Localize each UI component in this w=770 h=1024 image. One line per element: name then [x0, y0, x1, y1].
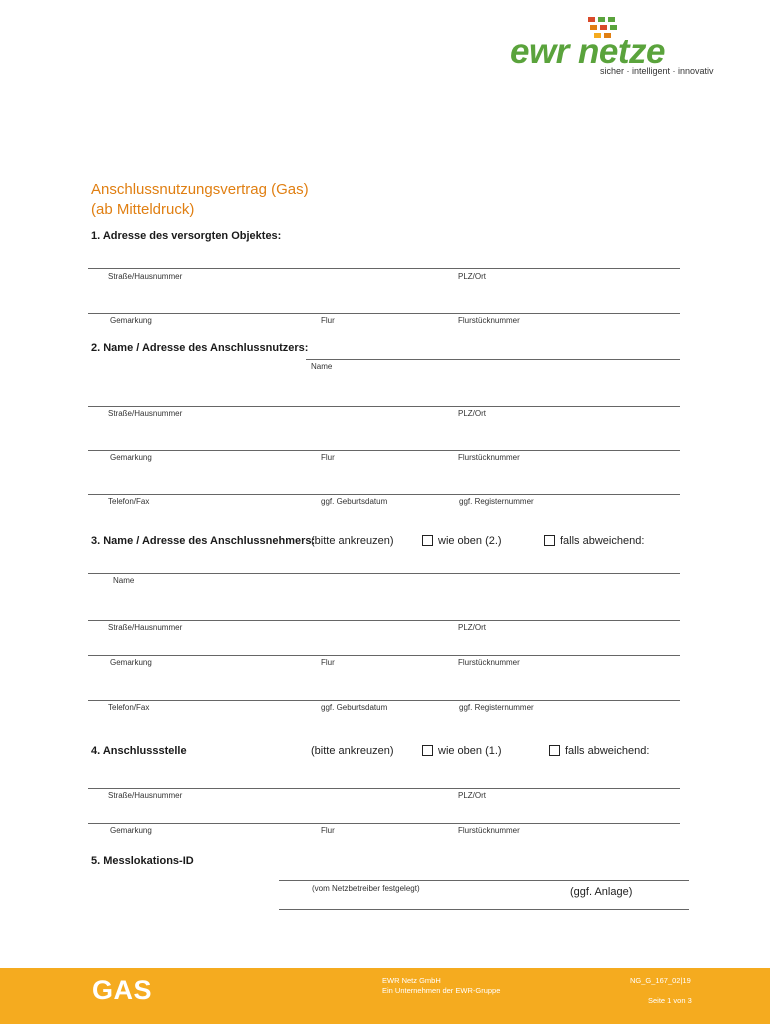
s1-flurstueck-label: Flurstücknummer: [458, 316, 520, 325]
logo-tagline: sicher · intelligent · innovativ: [600, 66, 714, 76]
s2-street-label: Straße/Hausnummer: [108, 409, 183, 418]
title-line-2: (ab Mitteldruck): [91, 201, 195, 218]
s4-abweichend-label: falls abweichend:: [565, 745, 650, 757]
s2-flurstueck-label: Flurstücknummer: [458, 453, 520, 462]
logo-wordmark: ewr netze: [510, 32, 665, 71]
s4-gemarkung-label: Gemarkung: [110, 826, 152, 835]
s3-plz-label: PLZ/Ort: [458, 623, 487, 632]
s3-telefon-label: Telefon/Fax: [108, 703, 150, 712]
s2-name-line[interactable]: [306, 359, 680, 360]
s2-plz-label: PLZ/Ort: [458, 409, 487, 418]
s3-abweichend-checkbox[interactable]: [544, 535, 555, 546]
footer-page-number: Seite 1 von 3: [648, 996, 692, 1005]
footer-gas-label: GAS: [92, 975, 153, 1005]
s3-name-line[interactable]: [88, 573, 680, 574]
footer-company: EWR Netz GmbH: [382, 976, 441, 985]
s2-telefon-line[interactable]: [88, 494, 680, 495]
s4-abweichend-checkbox[interactable]: [549, 745, 560, 756]
s2-name-label: Name: [311, 362, 333, 371]
s1-plz-label: PLZ/Ort: [458, 272, 487, 281]
footer-doc-id: NG_G_167_02|19: [630, 976, 691, 985]
ewr-netze-logo: [510, 14, 714, 84]
s3-register-label: ggf. Registernummer: [459, 703, 534, 712]
section-5-heading: 5. Messlokations-ID: [91, 855, 194, 867]
s5-id-line[interactable]: [279, 880, 689, 881]
s3-street-line[interactable]: [88, 620, 680, 621]
s1-gemarkung-label: Gemarkung: [110, 316, 152, 325]
s1-gemarkung-line[interactable]: [88, 313, 680, 314]
s1-street-label: Straße/Hausnummer: [108, 272, 183, 281]
s3-gemarkung-label: Gemarkung: [110, 658, 152, 667]
section-3-heading: 3. Name / Adresse des Anschlussnehmers:: [91, 535, 316, 547]
s3-name-label: Name: [113, 576, 135, 585]
s2-flur-label: Flur: [321, 453, 335, 462]
section-4-heading: 4. Anschlussstelle: [91, 745, 187, 757]
s3-wie-oben-checkbox[interactable]: [422, 535, 433, 546]
section-2-heading: 2. Name / Adresse des Anschlussnutzers:: [91, 342, 309, 354]
s3-flur-label: Flur: [321, 658, 335, 667]
footer-group: Ein Unternehmen der EWR-Gruppe: [382, 986, 501, 995]
title-line-1: Anschlussnutzungsvertrag (Gas): [91, 181, 309, 198]
s3-abweichend-label: falls abweichend:: [560, 535, 645, 547]
s3-street-label: Straße/Hausnummer: [108, 623, 183, 632]
s2-street-line[interactable]: [88, 406, 680, 407]
s2-geburt-label: ggf. Geburtsdatum: [321, 497, 388, 506]
s4-wie-oben-checkbox[interactable]: [422, 745, 433, 756]
s4-wie-oben-label: wie oben (1.): [438, 745, 502, 757]
s3-flurstueck-label: Flurstücknummer: [458, 658, 520, 667]
s3-wie-oben-label: wie oben (2.): [438, 535, 502, 547]
s4-flur-label: Flur: [321, 826, 335, 835]
section-1-heading: 1. Adresse des versorgten Objektes:: [91, 230, 282, 242]
s4-plz-label: PLZ/Ort: [458, 791, 487, 800]
s4-flurstueck-label: Flurstücknummer: [458, 826, 520, 835]
s3-telefon-line[interactable]: [88, 700, 680, 701]
document-title: [91, 180, 309, 220]
s2-telefon-label: Telefon/Fax: [108, 497, 150, 506]
s4-street-line[interactable]: [88, 788, 680, 789]
s3-gemarkung-line[interactable]: [88, 655, 680, 656]
s4-street-label: Straße/Hausnummer: [108, 791, 183, 800]
s4-gemarkung-line[interactable]: [88, 823, 680, 824]
s5-bottom-line: [279, 909, 689, 910]
s1-flur-label: Flur: [321, 316, 335, 325]
s2-gemarkung-label: Gemarkung: [110, 453, 152, 462]
s1-street-line[interactable]: [88, 268, 680, 269]
s5-note-label: (vom Netzbetreiber festgelegt): [312, 884, 420, 893]
s2-register-label: ggf. Registernummer: [459, 497, 534, 506]
s4-hint: (bitte ankreuzen): [311, 745, 394, 757]
s3-geburt-label: ggf. Geburtsdatum: [321, 703, 388, 712]
s3-hint: (bitte ankreuzen): [311, 535, 394, 547]
s2-gemarkung-line[interactable]: [88, 450, 680, 451]
s5-anlage-label: (ggf. Anlage): [570, 886, 633, 898]
